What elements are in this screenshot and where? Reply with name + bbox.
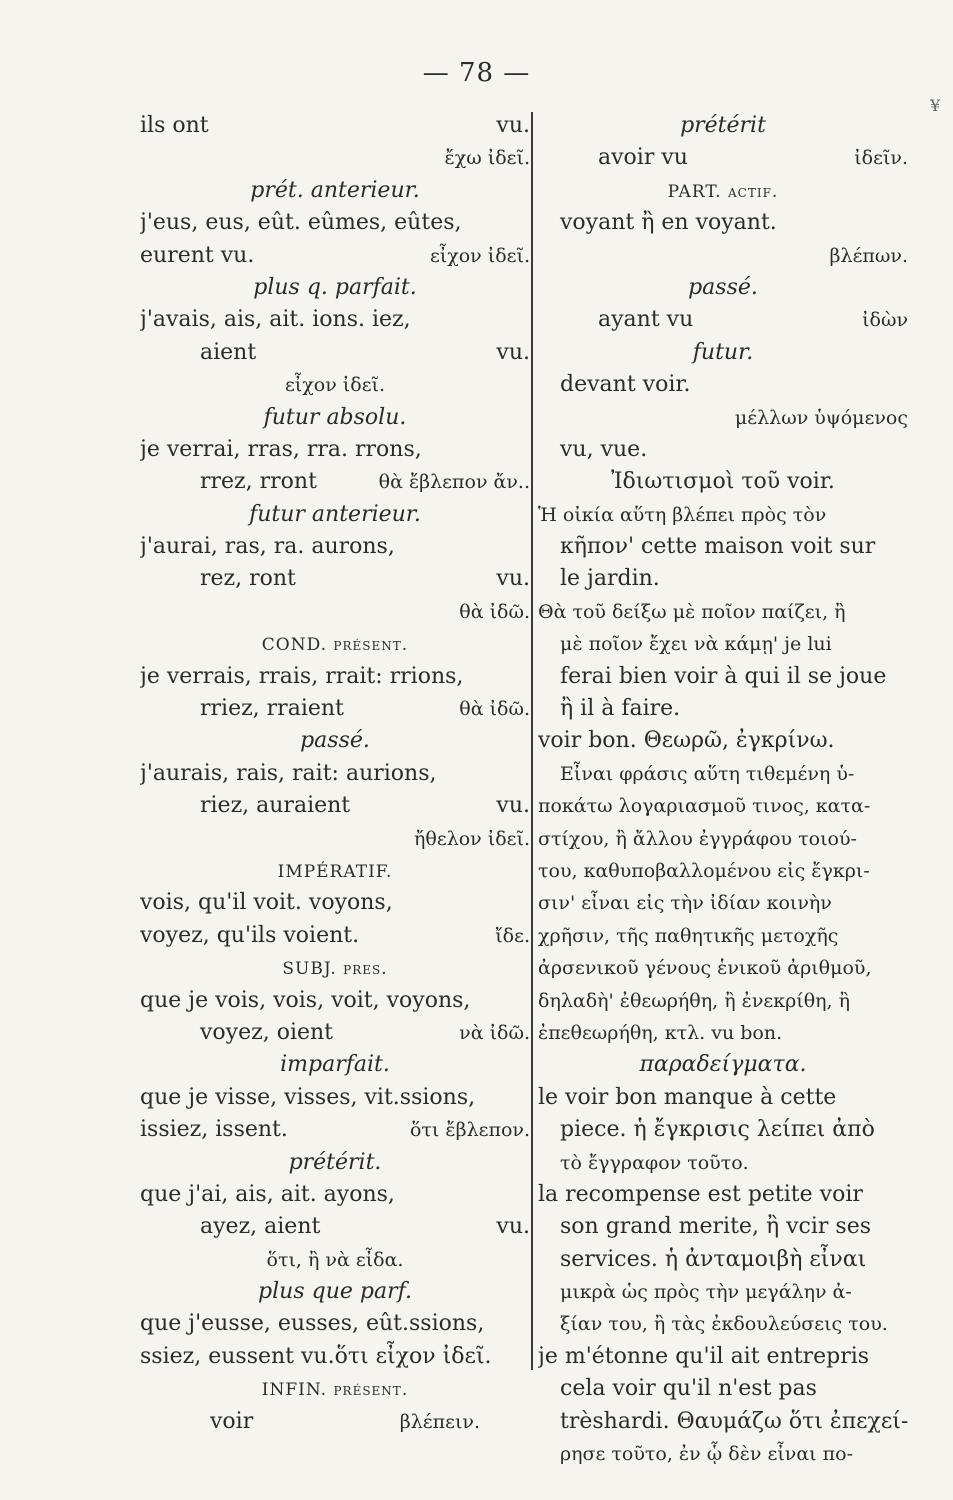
text-line bbox=[140, 304, 530, 336]
text-line bbox=[140, 693, 530, 725]
text-line bbox=[538, 920, 908, 952]
text-line bbox=[538, 596, 908, 628]
line-text: SUBJ. pres. bbox=[282, 959, 388, 980]
text-line bbox=[140, 1276, 530, 1308]
line-text: rriez, rraient bbox=[200, 696, 344, 722]
line-text: aient bbox=[200, 339, 257, 365]
text-line bbox=[538, 823, 908, 855]
line-text: cela voir qu'il n'est pas bbox=[560, 1376, 817, 1402]
line-text: voyant ἢ en voyant. bbox=[560, 210, 777, 236]
line-text: prétérit. bbox=[288, 1149, 382, 1175]
line-text: IMPÉRATIF. bbox=[277, 861, 393, 882]
line-text: Θὰ τοῦ δείξω μὲ ποῖον παίζει, ἢ bbox=[538, 600, 846, 623]
text-line bbox=[140, 207, 530, 239]
text-line bbox=[140, 531, 530, 563]
line-text: ἰδεῖν. bbox=[854, 147, 908, 170]
line-text: στίχου, ἢ ἄλλου ἐγγράφου τοιού- bbox=[538, 827, 857, 850]
line-text: que j'eusse, eusses, eût.ssions, bbox=[140, 1311, 485, 1337]
line-text: issiez, issent. bbox=[140, 1117, 288, 1143]
line-text: ρησε τοῦτο, ἐν ᾧ δὲν εἶναι πο- bbox=[560, 1443, 853, 1466]
line-text: voir bbox=[210, 1408, 254, 1434]
line-text: εἶχον ἰδεῖ. bbox=[284, 374, 386, 397]
text-line bbox=[140, 240, 530, 272]
text-line bbox=[538, 887, 908, 919]
line-text: Ἰδιωτισμοὶ τοῦ voir. bbox=[611, 469, 835, 495]
text-line bbox=[140, 272, 530, 304]
text-line bbox=[140, 369, 530, 401]
text-line bbox=[538, 1406, 908, 1438]
line-text: ayant vu bbox=[598, 307, 694, 333]
line-text: ἐπεθεωρήθη, κτλ. vu bon. bbox=[538, 1021, 783, 1044]
line-text: χρῆσιν, τῆς παθητικῆς μετοχῆς bbox=[538, 924, 839, 947]
text-line bbox=[538, 207, 908, 239]
line-text: θὰ ἰδῶ. bbox=[459, 698, 530, 721]
line-text: μὲ ποῖον ἔχει νὰ κάμῃ' je lui bbox=[560, 633, 832, 656]
text-line bbox=[140, 563, 530, 595]
text-line bbox=[538, 175, 908, 207]
line-text: κῆπον' cette maison voit sur bbox=[560, 534, 876, 560]
line-text: ἔχω ἰδεῖ. bbox=[444, 147, 530, 170]
text-line bbox=[538, 1244, 908, 1276]
text-line bbox=[538, 304, 908, 336]
text-line bbox=[140, 110, 530, 142]
left-column bbox=[140, 110, 530, 1438]
text-line bbox=[140, 952, 530, 984]
line-text: ssiez, eussent vu.ὅτι εἶχον ἰδεῖ. bbox=[140, 1343, 492, 1369]
text-line bbox=[140, 1049, 530, 1081]
line-text: ἤθελον ἰδεῖ. bbox=[414, 827, 530, 850]
line-text: vu. bbox=[496, 339, 530, 365]
text-line bbox=[538, 693, 908, 725]
line-text: vu. bbox=[496, 566, 530, 592]
line-text: passé. bbox=[688, 274, 758, 300]
line-text: trèshardi. Θαυμάζω ὅτι ἐπεχεί- bbox=[560, 1408, 908, 1434]
text-line bbox=[538, 1276, 908, 1308]
line-text: εἶχον ἰδεῖ. bbox=[429, 244, 530, 267]
text-line bbox=[538, 1211, 908, 1243]
text-line bbox=[140, 1147, 530, 1179]
line-text: plus que parf. bbox=[258, 1279, 412, 1305]
line-text: le voir bon manque à cette bbox=[538, 1084, 837, 1110]
text-line bbox=[140, 1308, 530, 1340]
text-line bbox=[538, 1147, 908, 1179]
text-line bbox=[538, 531, 908, 563]
line-text: ὅτι ἔβλεπον. bbox=[409, 1119, 530, 1142]
line-text: Ἡ οἰκία αὕτη βλέπει πρὸς τὸν bbox=[538, 503, 827, 526]
line-text: passé. bbox=[300, 728, 370, 754]
line-text: τὸ ἔγγραφον τοῦτο. bbox=[560, 1151, 749, 1174]
text-line bbox=[140, 1406, 530, 1438]
line-text: plus q. parfait. bbox=[253, 274, 417, 300]
text-line bbox=[538, 499, 908, 531]
text-line bbox=[140, 596, 530, 628]
line-text: prétérit bbox=[680, 113, 766, 138]
line-text: ἴδε. bbox=[495, 924, 530, 947]
line-text: του, καθυποβαλλομένου εἰς ἔγκρι- bbox=[538, 859, 870, 882]
text-line bbox=[140, 758, 530, 790]
line-text: futur absolu. bbox=[263, 404, 407, 430]
text-line bbox=[140, 1211, 530, 1243]
text-line bbox=[538, 1308, 908, 1340]
line-text: la recompense est petite voir bbox=[538, 1181, 863, 1207]
line-text: παραδείγματα. bbox=[639, 1052, 807, 1078]
line-text: futur. bbox=[692, 339, 754, 365]
line-text: νὰ ἰδῶ. bbox=[459, 1021, 530, 1044]
line-text: COND. présent. bbox=[261, 635, 409, 656]
text-line bbox=[538, 790, 908, 822]
text-line bbox=[538, 142, 908, 174]
text-line bbox=[140, 661, 530, 693]
margin-mark: ¥ bbox=[930, 96, 941, 115]
line-text: ἰδὼν bbox=[862, 309, 908, 332]
text-line bbox=[140, 790, 530, 822]
line-text: imparfait. bbox=[280, 1052, 390, 1078]
text-line bbox=[538, 628, 908, 660]
line-text: son grand merite, ἢ vcir ses bbox=[560, 1214, 872, 1240]
line-text: ξίαν του, ἢ τὰς ἐκδουλεύσεις του. bbox=[560, 1313, 888, 1336]
line-text: j'eus, eus, eût. eûmes, eûtes, bbox=[140, 210, 462, 236]
line-text: vois, qu'il voit. voyons, bbox=[140, 890, 393, 916]
line-text: ἢ il à faire. bbox=[560, 696, 681, 722]
page-number: — 78 — bbox=[422, 58, 531, 88]
line-text: ποκάτω λογαριασμοῦ τινος, κατα- bbox=[538, 795, 871, 818]
line-text: ferai bien voir à qui il se joue bbox=[560, 663, 887, 689]
text-line bbox=[140, 466, 530, 498]
text-line bbox=[538, 110, 908, 142]
text-line bbox=[140, 499, 530, 531]
text-line bbox=[538, 434, 908, 466]
line-text: que je vois, vois, voit, voyons, bbox=[140, 987, 471, 1013]
line-text: vu. bbox=[496, 793, 530, 819]
text-line bbox=[538, 369, 908, 401]
line-text: PART. actif. bbox=[667, 181, 779, 202]
text-line bbox=[538, 1179, 908, 1211]
text-line bbox=[538, 466, 908, 498]
line-text: je m'étonne qu'il ait entrepris bbox=[538, 1343, 870, 1369]
text-line bbox=[140, 1341, 530, 1373]
line-text: Εἶναι φράσις αὕτη τιθεμένη ὑ- bbox=[560, 762, 855, 785]
line-text: avoir vu bbox=[598, 145, 688, 171]
line-text: rrez, rront bbox=[200, 469, 317, 495]
text-line bbox=[538, 855, 908, 887]
text-line bbox=[140, 1179, 530, 1211]
line-text: δηλαδὴ' ἐθεωρήθη, ἢ ἐνεκρίθη, ἢ bbox=[538, 989, 850, 1012]
text-line bbox=[538, 661, 908, 693]
line-text: rez, ront bbox=[200, 566, 296, 592]
line-text: que j'ai, ais, ait. ayons, bbox=[140, 1181, 395, 1207]
text-line bbox=[538, 337, 908, 369]
line-text: eurent vu. bbox=[140, 242, 255, 268]
line-text: θὰ ἔβλεπον ἄν.. bbox=[378, 471, 530, 494]
line-text: j'avais, ais, ait. ions. iez, bbox=[140, 307, 411, 333]
line-text: μικρὰ ὡς πρὸς τὴν μεγάλην ἀ- bbox=[560, 1281, 852, 1304]
text-line bbox=[140, 920, 530, 952]
text-line bbox=[538, 985, 908, 1017]
text-line bbox=[140, 628, 530, 660]
line-text: j'aurais, rais, rait: aurions, bbox=[140, 760, 437, 786]
line-text: voyez, oient bbox=[200, 1019, 334, 1045]
line-text: θὰ ἰδῶ. bbox=[459, 600, 530, 623]
line-text: ayez, aient bbox=[200, 1214, 321, 1240]
line-text: vu, vue. bbox=[560, 436, 648, 462]
line-text: βλέπειν. bbox=[399, 1410, 480, 1433]
text-line bbox=[140, 337, 530, 369]
text-line bbox=[538, 725, 908, 757]
line-text: μέλλων ὑψόμενος bbox=[734, 406, 908, 429]
line-text: ils ont bbox=[140, 113, 209, 138]
line-text: βλέπων. bbox=[829, 244, 908, 267]
line-text: je verrai, rras, rra. rrons, bbox=[140, 436, 422, 462]
text-line bbox=[538, 402, 908, 434]
text-line bbox=[140, 855, 530, 887]
text-line bbox=[140, 1373, 530, 1405]
text-line bbox=[140, 434, 530, 466]
text-line bbox=[538, 272, 908, 304]
line-text: vu. bbox=[496, 1214, 530, 1240]
line-text: riez, auraient bbox=[200, 793, 351, 819]
text-line bbox=[140, 402, 530, 434]
line-text: piece. ἡ ἔγκρισις λείπει ἀπὸ bbox=[560, 1117, 875, 1143]
text-line bbox=[140, 985, 530, 1017]
text-line bbox=[538, 1114, 908, 1146]
column-divider bbox=[531, 112, 533, 1370]
line-text: services. ἡ ἀνταμοιβὴ εἶναι bbox=[560, 1246, 867, 1272]
line-text: vu. bbox=[496, 113, 530, 138]
text-line bbox=[538, 1341, 908, 1373]
text-line bbox=[538, 1082, 908, 1114]
line-text: INFIN. présent. bbox=[261, 1380, 409, 1401]
line-text: prét. anterieur. bbox=[250, 177, 420, 203]
text-line bbox=[140, 1244, 530, 1276]
text-line bbox=[538, 952, 908, 984]
text-line bbox=[140, 1017, 530, 1049]
text-line bbox=[538, 1049, 908, 1081]
line-text: σιν' εἶναι εἰς τὴν ἰδίαν κοινὴν bbox=[538, 892, 832, 915]
line-text: je verrais, rrais, rrait: rrions, bbox=[140, 663, 464, 689]
text-line bbox=[140, 887, 530, 919]
text-line bbox=[538, 240, 908, 272]
text-line bbox=[538, 1017, 908, 1049]
line-text: j'aurai, ras, ra. aurons, bbox=[140, 534, 395, 560]
line-text: le jardin. bbox=[560, 566, 660, 592]
text-line bbox=[140, 1114, 530, 1146]
line-text: futur anterieur. bbox=[249, 501, 421, 527]
line-text: voir bon. Θεωρῶ, ἐγκρίνω. bbox=[538, 728, 835, 754]
line-text: ὅτι, ἢ νὰ εἶδα. bbox=[266, 1248, 404, 1271]
right-column bbox=[538, 110, 908, 1470]
text-line bbox=[140, 823, 530, 855]
text-line bbox=[538, 1438, 908, 1470]
line-text: ἀρσενικοῦ γένους ἑνικοῦ ἀριθμοῦ, bbox=[538, 957, 872, 980]
text-line bbox=[140, 175, 530, 207]
text-line bbox=[538, 1373, 908, 1405]
text-line bbox=[140, 142, 530, 174]
text-line bbox=[140, 1082, 530, 1114]
text-line bbox=[538, 758, 908, 790]
text-line bbox=[538, 563, 908, 595]
line-text: voyez, qu'ils voient. bbox=[140, 922, 360, 948]
text-line bbox=[140, 725, 530, 757]
line-text: que je visse, visses, vit.ssions, bbox=[140, 1084, 476, 1110]
line-text: devant voir. bbox=[560, 372, 691, 398]
